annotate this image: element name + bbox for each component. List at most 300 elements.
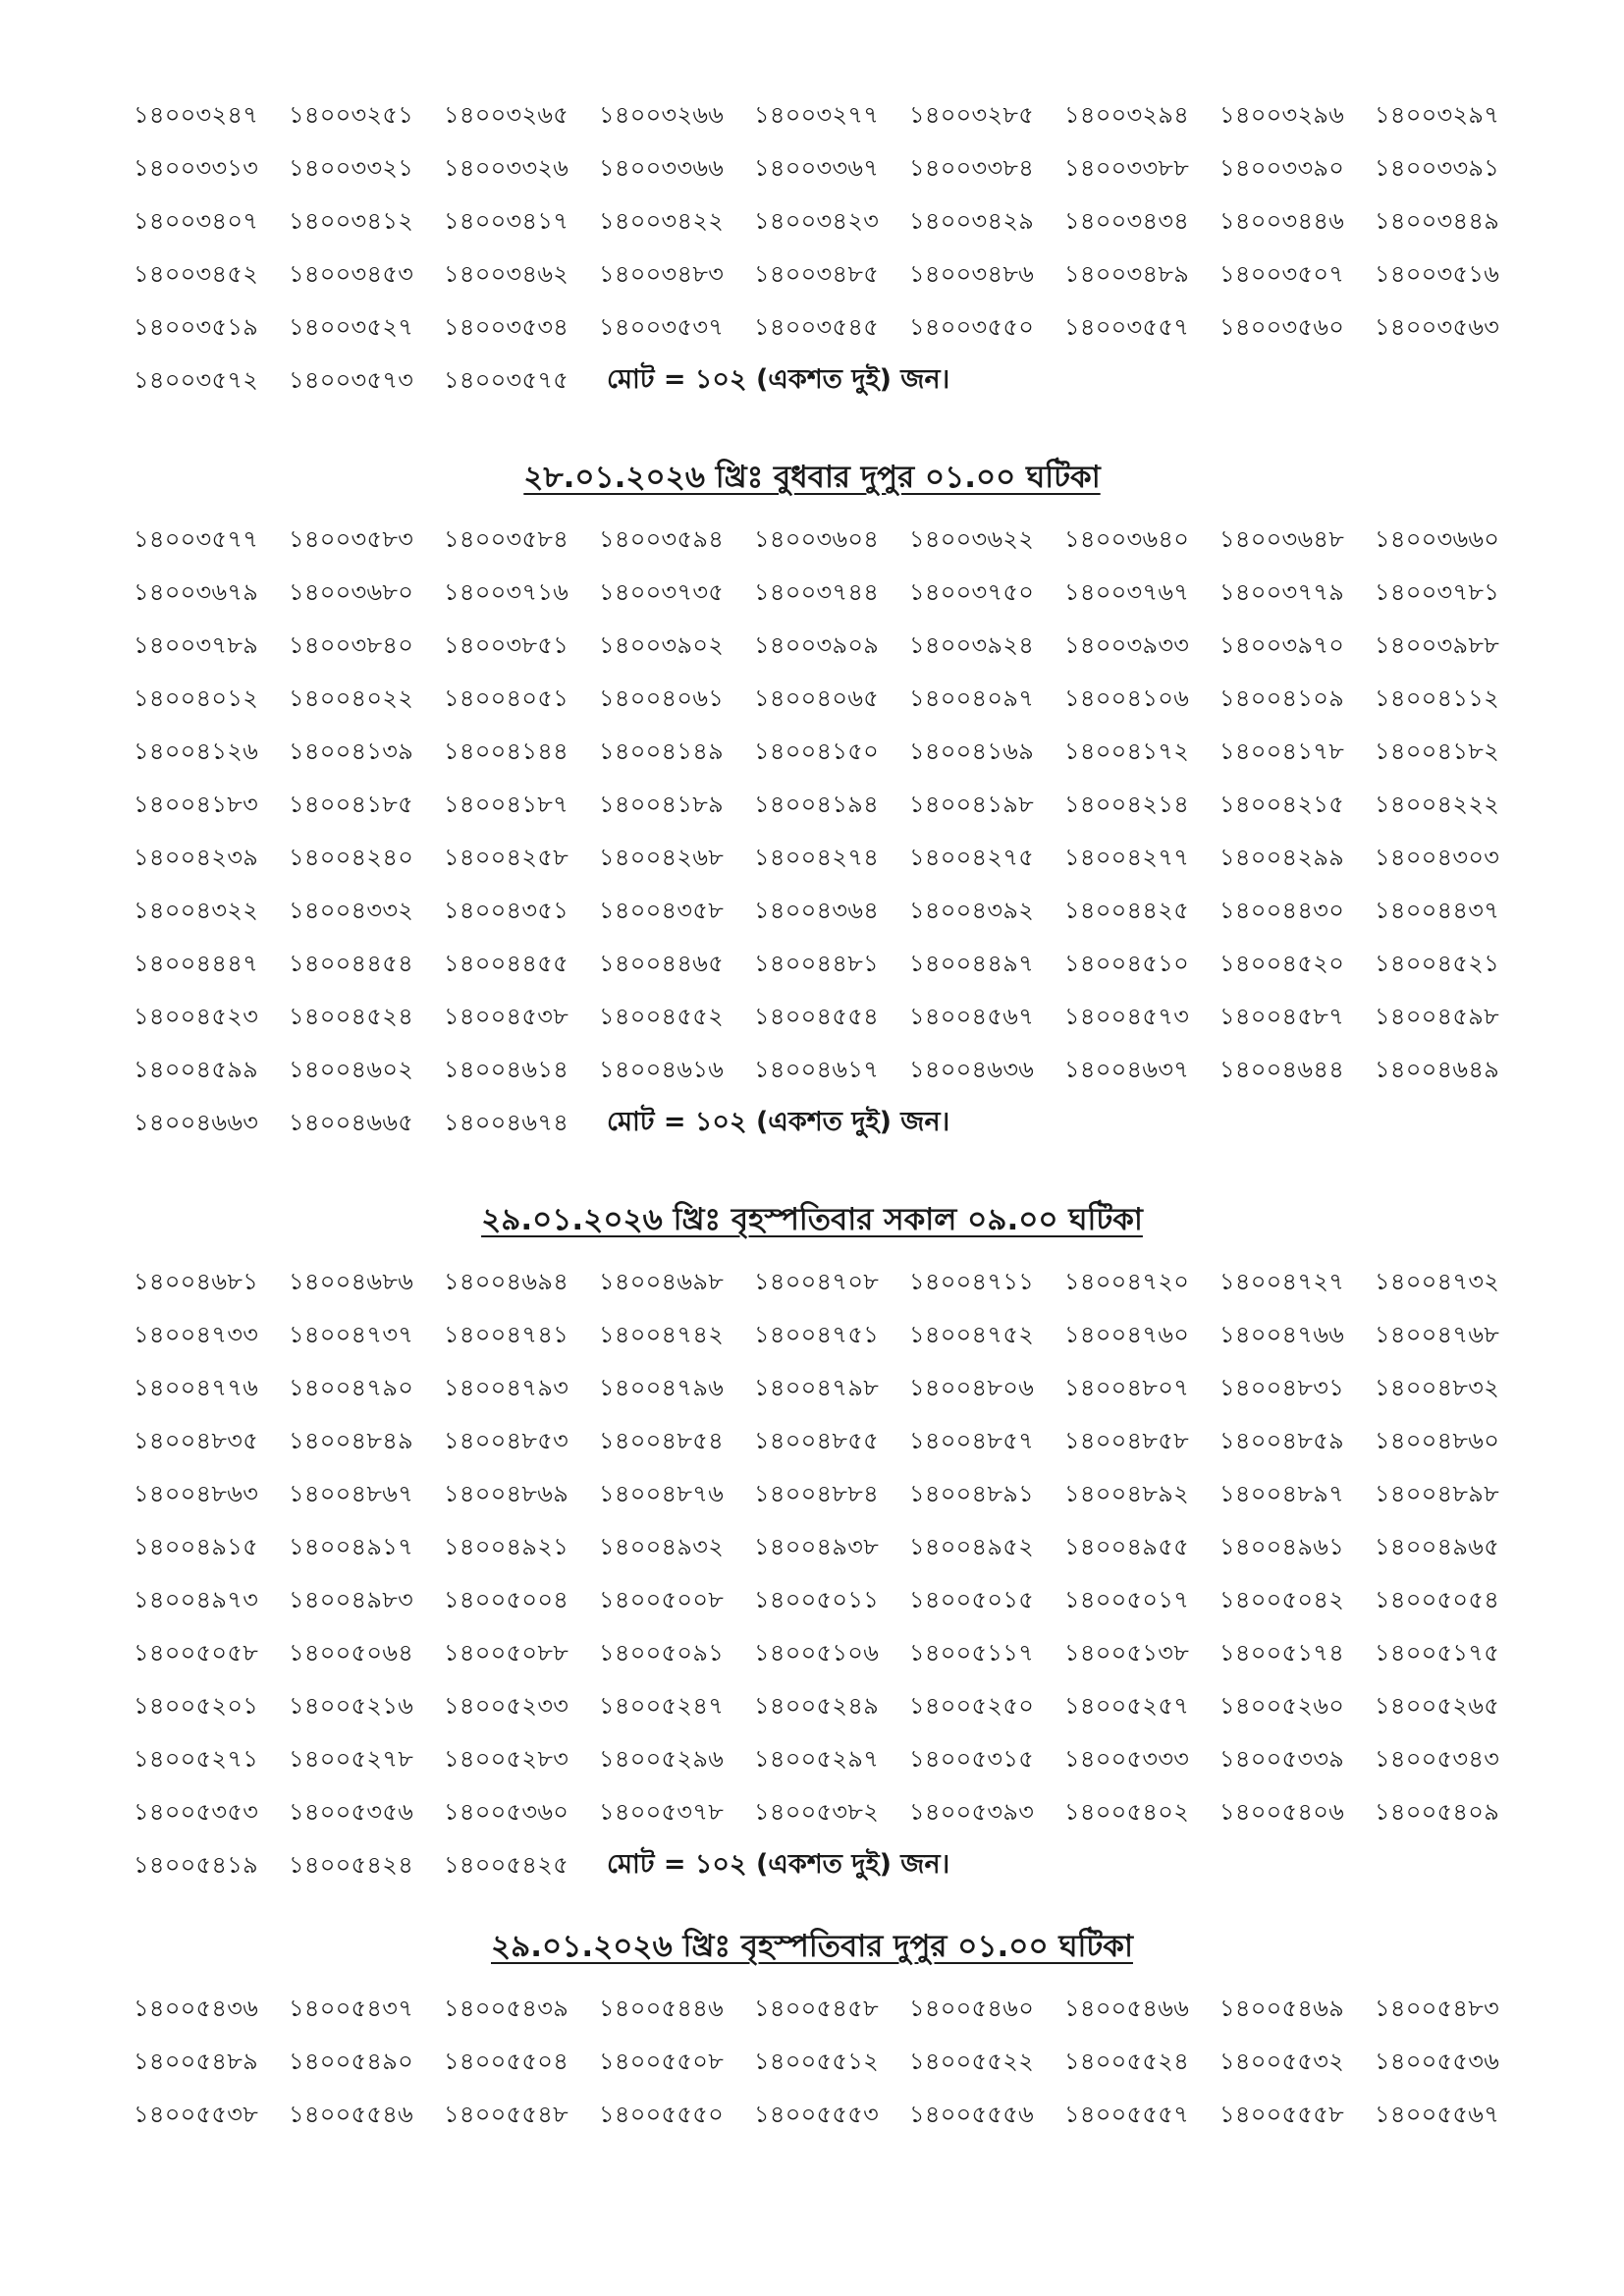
roll-row: [0, 88, 1624, 141]
roll-number: ১৪০০৪৮০৭: [1064, 1374, 1190, 1401]
roll-number: ১৪০০৪৫২৪: [289, 1003, 414, 1030]
roll-number: ১৪০০৪১৪৪: [444, 738, 569, 765]
roll-number: ১৪০০৪২২২: [1375, 791, 1500, 818]
roll-number: ১৪০০৪৮৮৪: [754, 1480, 880, 1507]
roll-number: ১৪০০৫৪৮৩: [1375, 1995, 1500, 2022]
roll-number: ১৪০০৫৪২৪: [289, 1851, 414, 1879]
roll-number: ১৪০০৪১০৯: [1219, 684, 1345, 712]
roll-number: ১৪০০৫৩৬০: [444, 1798, 569, 1826]
roll-number: ১৪০০৩৯৭০: [1219, 631, 1345, 659]
roll-number: ১৪০০৫২৪৭: [599, 1692, 725, 1720]
section-heading-text: ২৮.০১.২০২৬ খ্রিঃ বুধবার দুপুর ০১.০০ ঘটিকা: [523, 460, 1101, 495]
roll-number: ১৪০০৫৩৩৩: [1064, 1745, 1190, 1773]
roll-number: ১৪০০৪৭৯০: [289, 1374, 414, 1401]
roll-number: ১৪০০৪৭২৭: [1219, 1268, 1345, 1295]
roll-number: ১৪০০৩৭৪৪: [754, 578, 880, 606]
roll-row: [0, 513, 1624, 566]
roll-number: ১৪০০৪৫২০: [1219, 950, 1345, 977]
roll-number: ১৪০০৩৬৮০: [289, 578, 414, 606]
roll-number: ১৪০০৪২৯৯: [1219, 844, 1345, 871]
roll-number: ১৪০০৫০০৪: [444, 1586, 569, 1613]
roll-number: ১৪০০৩৪১৭: [444, 207, 569, 235]
roll-number: ১৪০০৪১১২: [1375, 684, 1500, 712]
roll-number: ১৪০০৩৫০৭: [1219, 260, 1345, 288]
roll-number: ১৪০০৪৮৯৮: [1375, 1480, 1500, 1507]
roll-number: ১৪০০৩৯৮৮: [1375, 631, 1500, 659]
roll-number: ১৪০০৩৩২৬: [444, 154, 569, 182]
roll-number: ১৪০০৫২৯৬: [599, 1745, 725, 1773]
roll-number: ১৪০০৫৫৩৬: [1375, 2048, 1500, 2075]
roll-number: ১৪০০৪২৭৪: [754, 844, 880, 871]
roll-number: ১৪০০৪৭৬৬: [1219, 1321, 1345, 1348]
section-heading-text: ২৯.০১.২০২৬ খ্রিঃ বৃহস্পতিবার দুপুর ০১.০০ ঘটিকা: [491, 1929, 1133, 1964]
roll-number: ১৪০০৪৮৬৭: [289, 1480, 414, 1507]
roll-number: ১৪০০৩২৬৫: [444, 101, 569, 129]
roll-number: ১৪০০৩৮৫১: [444, 631, 569, 659]
roll-row: [0, 1308, 1624, 1361]
roll-number: ১৪০০৩৫৩৭: [599, 313, 725, 341]
roll-number: ১৪০০৩৫৭৫: [444, 366, 569, 394]
roll-number: ১৪০০৪৬৮১: [134, 1268, 259, 1295]
roll-number: ১৪০০৩৩২১: [289, 154, 414, 182]
roll-number: ১৪০০৫৪৯০: [289, 2048, 414, 2075]
roll-row: [0, 619, 1624, 672]
roll-number: ১৪০০৪৭৫১: [754, 1321, 880, 1348]
roll-number: ১৪০০৫৪৬৯: [1219, 1995, 1345, 2022]
roll-number: ১৪০০৩৫৩৪: [444, 313, 569, 341]
roll-number: ১৪০০৪৫২৩: [134, 1003, 259, 1030]
roll-number: ১৪০০৩৬৭৯: [134, 578, 259, 606]
roll-number: ১৪০০৩২৯৭: [1375, 101, 1500, 129]
roll-row: [0, 1838, 1624, 1891]
roll-number: ১৪০০৩৭৩৫: [599, 578, 725, 606]
roll-number: ১৪০০৪৪৪৭: [134, 950, 259, 977]
roll-number: ১৪০০৩৬৪৮: [1219, 525, 1345, 553]
roll-row: [0, 1982, 1624, 2035]
roll-number: ১৪০০৩৫৬৩: [1375, 313, 1500, 341]
roll-number: ১৪০০৫৫১২: [754, 2048, 880, 2075]
roll-number: ১৪০০৩৫৬০: [1219, 313, 1345, 341]
roll-number: ১৪০০৫৩৫৬: [289, 1798, 414, 1826]
roll-number: ১৪০০৪৮৫৭: [909, 1427, 1035, 1454]
roll-number: ১৪০০৩৪৮৯: [1064, 260, 1190, 288]
roll-number: ১৪০০৩৬২২: [909, 525, 1035, 553]
roll-number: ১৪০০৩৪৩৪: [1064, 207, 1190, 235]
roll-number: ১৪০০৪৬১৭: [754, 1056, 880, 1083]
roll-number: ১৪০০৫৩৭৮: [599, 1798, 725, 1826]
roll-number: ১৪০০৪৮৫৪: [599, 1427, 725, 1454]
roll-row: [0, 1361, 1624, 1414]
roll-number: ১৪০০৩৫৭৩: [289, 366, 414, 394]
roll-number: ১৪০০৫০৫৪: [1375, 1586, 1500, 1613]
roll-number: ১৪০০৪১৫০: [754, 738, 880, 765]
roll-number: ১৪০০৪৩৫১: [444, 897, 569, 924]
roll-number: ১৪০০৫৩৩৯: [1219, 1745, 1345, 1773]
roll-number: ১৪০০৫৫০৪: [444, 2048, 569, 2075]
roll-number: ১৪০০৪২৭৭: [1064, 844, 1190, 871]
roll-row: [0, 566, 1624, 619]
roll-number: ১৪০০৫৫২২: [909, 2048, 1035, 2075]
roll-number: ১৪০০৩৪১২: [289, 207, 414, 235]
roll-number: ১৪০০৫২৫০: [909, 1692, 1035, 1720]
roll-number: ১৪০০৪৫৬৭: [909, 1003, 1035, 1030]
roll-number: ১৪০০৫০১৫: [909, 1586, 1035, 1613]
roll-number: ১৪০০৩৪৫২: [134, 260, 259, 288]
roll-number: ১৪০০৪৫৯৯: [134, 1056, 259, 1083]
roll-number: ১৪০০৫৪২৫: [444, 1851, 569, 1879]
roll-number: ১৪০০৪৭১১: [909, 1268, 1035, 1295]
roll-number: ১৪০০৫২৬৫: [1375, 1692, 1500, 1720]
roll-number: ১৪০০৪৬৯৪: [444, 1268, 569, 1295]
roll-number: ১৪০০৪৮৬৩: [134, 1480, 259, 1507]
roll-row: [0, 1414, 1624, 1467]
roll-number: ১৪০০৩৫৫০: [909, 313, 1035, 341]
roll-number: ১৪০০৪৮৫৯: [1219, 1427, 1345, 1454]
roll-row: [0, 884, 1624, 937]
roll-number: ১৪০০৩৩৯০: [1219, 154, 1345, 182]
roll-number: ১৪০০৪৭৭৬: [134, 1374, 259, 1401]
roll-number: ১৪০০৫০৬৪: [289, 1639, 414, 1667]
roll-number: ১৪০০৩৯০২: [599, 631, 725, 659]
roll-number: ১৪০০৪৪৬৫: [599, 950, 725, 977]
roll-number: ১৪০০৫৩৮২: [754, 1798, 880, 1826]
roll-number: ১৪০০৩৯২৪: [909, 631, 1035, 659]
roll-number: ১৪০০৪৬১৬: [599, 1056, 725, 1083]
roll-number: ১৪০০৫৫৬৭: [1375, 2101, 1500, 2128]
roll-number: ১৪০০৫১৭৫: [1375, 1639, 1500, 1667]
roll-number: ১৪০০৪৯২১: [444, 1533, 569, 1560]
roll-number: ১৪০০৫০৫৮: [134, 1639, 259, 1667]
roll-number: ১৪০০৪৭২০: [1064, 1268, 1190, 1295]
roll-number: ১৪০০৫২০১: [134, 1692, 259, 1720]
roll-number: ১৪০০৩৩৮৮: [1064, 154, 1190, 182]
roll-number: ১৪০০৪১৯৪: [754, 791, 880, 818]
roll-number: ১৪০০৫৫৫০: [599, 2101, 725, 2128]
roll-number: ১৪০০৫৫৪৮: [444, 2101, 569, 2128]
roll-number: ১৪০০৫৪০৬: [1219, 1798, 1345, 1826]
roll-number: ১৪০০৩৩৮৪: [909, 154, 1035, 182]
roll-number: ১৪০০৪৭৯৮: [754, 1374, 880, 1401]
roll-number-list: [0, 1255, 1624, 1891]
roll-number: ১৪০০৪০৬৫: [754, 684, 880, 712]
roll-number: ১৪০০৪৭৯৩: [444, 1374, 569, 1401]
roll-number: ১৪০০৩৪০৭: [134, 207, 259, 235]
roll-number: ১৪০০৩৪৪৯: [1375, 207, 1500, 235]
roll-number: ১৪০০৫০৯১: [599, 1639, 725, 1667]
roll-number: ১৪০০৪৫৫২: [599, 1003, 725, 1030]
roll-number: ১৪০০৪৮৩১: [1219, 1374, 1345, 1401]
roll-number: ১৪০০৩২৮৫: [909, 101, 1035, 129]
roll-number: ১৪০০৩৫১৬: [1375, 260, 1500, 288]
section-heading: [0, 1927, 1624, 1966]
roll-row: [0, 354, 1624, 407]
roll-number: ১৪০০৪৭৩৭: [289, 1321, 414, 1348]
roll-number: ১৪০০৩২৯৪: [1064, 101, 1190, 129]
roll-number: ১৪০০৫৪৬৬: [1064, 1995, 1190, 2022]
roll-number: ১৪০০৪৮৯১: [909, 1480, 1035, 1507]
roll-number: ১৪০০৪৬৭৪: [444, 1109, 569, 1136]
roll-number: ১৪০০৫৪১৯: [134, 1851, 259, 1879]
roll-number: ১৪০০৪৮০৬: [909, 1374, 1035, 1401]
roll-number: ১৪০০৪২১৪: [1064, 791, 1190, 818]
roll-number: ১৪০০৪২৬৮: [599, 844, 725, 871]
roll-number: ১৪০০৫৪৮৯: [134, 2048, 259, 2075]
roll-row: [0, 672, 1624, 725]
roll-number: ১৪০০৪৫২১: [1375, 950, 1500, 977]
roll-number: ১৪০০৪৯৭৩: [134, 1586, 259, 1613]
roll-number: ১৪০০৪৮৭৬: [599, 1480, 725, 1507]
roll-number: ১৪০০৪৬৬৫: [289, 1109, 414, 1136]
roll-number: ১৪০০৩৫৫৭: [1064, 313, 1190, 341]
roll-number: ১৪০০৫১৩৮: [1064, 1639, 1190, 1667]
roll-number: ১৪০০৪১৮৩: [134, 791, 259, 818]
roll-number: ১৪০০৪৬৪৪: [1219, 1056, 1345, 1083]
roll-number: ১৪০০৩৬০৪: [754, 525, 880, 553]
roll-number: ১৪০০৪৭৪১: [444, 1321, 569, 1348]
roll-row: [0, 141, 1624, 194]
roll-number: ১৪০০৫৫৫৭: [1064, 2101, 1190, 2128]
roll-number: ১৪০০৪৬১৪: [444, 1056, 569, 1083]
roll-number: ১৪০০৫০০৮: [599, 1586, 725, 1613]
roll-number: ১৪০০৪৬৬৩: [134, 1109, 259, 1136]
roll-number: ১৪০০৪৯৮৩: [289, 1586, 414, 1613]
roll-row: [0, 1785, 1624, 1838]
roll-number: ১৪০০৩৪৫৩: [289, 260, 414, 288]
roll-row: [0, 2035, 1624, 2088]
roll-number: ১৪০০৩৩৬৭: [754, 154, 880, 182]
roll-number: ১৪০০৩৪২৯: [909, 207, 1035, 235]
roll-number: ১৪০০৩৪২৩: [754, 207, 880, 235]
roll-number: ১৪০০৪৮৬৯: [444, 1480, 569, 1507]
roll-number: ১৪০০৪৮৪৯: [289, 1427, 414, 1454]
roll-number: ১৪০০৫২৬০: [1219, 1692, 1345, 1720]
roll-number: ১৪০০৩৫৮৩: [289, 525, 414, 553]
roll-number: ১৪০০৫৩৪৩: [1375, 1745, 1500, 1773]
roll-number: ১৪০০৪২৩৯: [134, 844, 259, 871]
roll-number: ১৪০০৩৭৮৯: [134, 631, 259, 659]
roll-number: ১৪০০৫৫৩২: [1219, 2048, 1345, 2075]
roll-number: ১৪০০৪৮৫৫: [754, 1427, 880, 1454]
roll-number: ১৪০০৪৭৩৩: [134, 1321, 259, 1348]
roll-number: ১৪০০৪৪৫৫: [444, 950, 569, 977]
roll-number: ১৪০০৪৩০৩: [1375, 844, 1500, 871]
roll-number: ১৪০০৫১৭৪: [1219, 1639, 1345, 1667]
roll-number: ১৪০০৪১৮৯: [599, 791, 725, 818]
roll-number: ১৪০০৪৬৩৬: [909, 1056, 1035, 1083]
roll-number: ১৪০০৪৯১৫: [134, 1533, 259, 1560]
roll-number: ১৪০০৫২৮৩: [444, 1745, 569, 1773]
roll-number: ১৪০০৫৪০২: [1064, 1798, 1190, 1826]
roll-number: ১৪০০৪৫৮৭: [1219, 1003, 1345, 1030]
roll-number: ১৪০০৩৯০৯: [754, 631, 880, 659]
roll-number: ১৪০০৩৫২৭: [289, 313, 414, 341]
roll-number: ১৪০০৪৬৯৮: [599, 1268, 725, 1295]
roll-number: ১৪০০৪০৯৭: [909, 684, 1035, 712]
roll-number: ১৪০০৩৫৪৫: [754, 313, 880, 341]
roll-row: [0, 1520, 1624, 1573]
roll-number: ১৪০০৪৮৯২: [1064, 1480, 1190, 1507]
roll-number: ১৪০০৩২৯৬: [1219, 101, 1345, 129]
roll-number: ১৪০০৩৫৭৭: [134, 525, 259, 553]
roll-number: ১৪০০৫৫৫৮: [1219, 2101, 1345, 2128]
roll-number: ১৪০০৩২৬৬: [599, 101, 725, 129]
roll-number: ১৪০০৩৮৪০: [289, 631, 414, 659]
roll-number: ১৪০০৪১৩৯: [289, 738, 414, 765]
roll-number: ১৪০০৩৪৪৬: [1219, 207, 1345, 235]
roll-number: ১৪০০৩৬৬০: [1375, 525, 1500, 553]
roll-number: ১৪০০৫৫২৪: [1064, 2048, 1190, 2075]
roll-number: ১৪০০৩৫৭২: [134, 366, 259, 394]
roll-number: ১৪০০৫৪৩৭: [289, 1995, 414, 2022]
roll-number: ১৪০০৪১৮৭: [444, 791, 569, 818]
roll-number: ১৪০০৪২৭৫: [909, 844, 1035, 871]
roll-number: ১৪০০৫৩৯৩: [909, 1798, 1035, 1826]
roll-number: ১৪০০৪৩২২: [134, 897, 259, 924]
roll-number: ১৪০০৪৯৬১: [1219, 1533, 1345, 1560]
roll-number: ১৪০০৪১৭২: [1064, 738, 1190, 765]
roll-number: ১৪০০৪৪৯৭: [909, 950, 1035, 977]
roll-number: ১৪০০৪১২৬: [134, 738, 259, 765]
roll-number: ১৪০০৪৮৩২: [1375, 1374, 1500, 1401]
roll-number: ১৪০০৩৯৩৩: [1064, 631, 1190, 659]
roll-number: ১৪০০৪২৫৮: [444, 844, 569, 871]
roll-number: ১৪০০৫১০৬: [754, 1639, 880, 1667]
roll-row: [0, 1732, 1624, 1785]
roll-number: ১৪০০৪৬৩৭: [1064, 1056, 1190, 1083]
roll-number: ১৪০০৫৪৬০: [909, 1995, 1035, 2022]
roll-number: ১৪০০৩৩৬৬: [599, 154, 725, 182]
roll-number: ১৪০০৩৬৪০: [1064, 525, 1190, 553]
roll-number: ১৪০০৪১০৬: [1064, 684, 1190, 712]
roll-row: [0, 247, 1624, 301]
roll-number: ১৪০০৫২৭৮: [289, 1745, 414, 1773]
section-heading: [0, 1200, 1624, 1239]
roll-number: ১৪০০৩৭১৬: [444, 578, 569, 606]
roll-number: ১৪০০৩৩৯১: [1375, 154, 1500, 182]
roll-number: ১৪০০৪৫৫৪: [754, 1003, 880, 1030]
roll-number: ১৪০০৫২৭১: [134, 1745, 259, 1773]
roll-number: ১৪০০৫৫৫৬: [909, 2101, 1035, 2128]
roll-number: ১৪০০৫৪৫৮: [754, 1995, 880, 2022]
roll-number: ১৪০০৩৪২২: [599, 207, 725, 235]
roll-row: [0, 1096, 1624, 1149]
roll-number: ১৪০০৪২৪০: [289, 844, 414, 871]
roll-row: [0, 990, 1624, 1043]
roll-row: [0, 1255, 1624, 1308]
roll-number: ১৪০০৪৯৫২: [909, 1533, 1035, 1560]
roll-number: ১৪০০৪৯৩৮: [754, 1533, 880, 1560]
roll-number: ১৪০০৪১৬৯: [909, 738, 1035, 765]
roll-number: ১৪০০৩৫১৯: [134, 313, 259, 341]
roll-number: ১৪০০৪৭৫২: [909, 1321, 1035, 1348]
roll-number: ১৪০০৪১৭৮: [1219, 738, 1345, 765]
roll-number: ১৪০০৪৭৯৬: [599, 1374, 725, 1401]
roll-number: ১৪০০৪০৬১: [599, 684, 725, 712]
roll-number: ১৪০০৪৬৮৬: [289, 1268, 414, 1295]
roll-number: ১৪০০৪১৮৫: [289, 791, 414, 818]
roll-number: ১৪০০৩৭৮১: [1375, 578, 1500, 606]
roll-row: [0, 831, 1624, 884]
roll-row: [0, 2088, 1624, 2141]
roll-number: ১৪০০৪৪৩৭: [1375, 897, 1500, 924]
roll-number: ১৪০০৪৩৫৮: [599, 897, 725, 924]
roll-number: ১৪০০৫৫৩৮: [134, 2101, 259, 2128]
roll-number: ১৪০০৫০১৭: [1064, 1586, 1190, 1613]
roll-number: ১৪০০৫৪৩৬: [134, 1995, 259, 2022]
roll-number: ১৪০০৩৭৫০: [909, 578, 1035, 606]
roll-number: ১৪০০৫৪৪৬: [599, 1995, 725, 2022]
roll-number-list: [0, 88, 1624, 407]
roll-number: ১৪০০৫২৩৩: [444, 1692, 569, 1720]
roll-number: ১৪০০৪১৪৯: [599, 738, 725, 765]
roll-number: ১৪০০৪০২২: [289, 684, 414, 712]
roll-number: ১৪০০৪৪২৫: [1064, 897, 1190, 924]
roll-number-list: [0, 513, 1624, 1149]
roll-number: ১৪০০৩৪৬২: [444, 260, 569, 288]
roll-number-list: [0, 1982, 1624, 2141]
roll-number: ১৪০০৫৩১৫: [909, 1745, 1035, 1773]
roll-number: ১৪০০৪৬০২: [289, 1056, 414, 1083]
roll-number: ১৪০০৪৯১৭: [289, 1533, 414, 1560]
roll-number: ১৪০০৩২৫১: [289, 101, 414, 129]
total-count: মোট = ১০২ (একশত দুই) জন।: [607, 1107, 950, 1137]
roll-number: ১৪০০৪৩৩২: [289, 897, 414, 924]
roll-number: ১৪০০৪৭৬৮: [1375, 1321, 1500, 1348]
roll-number: ১৪০০৫৫৫৩: [754, 2101, 880, 2128]
roll-number: ১৪০০৪০৫১: [444, 684, 569, 712]
roll-number: ১৪০০৪৯৬৫: [1375, 1533, 1500, 1560]
roll-number: ১৪০০৪৫১০: [1064, 950, 1190, 977]
roll-number: ১৪০০৩২৭৭: [754, 101, 880, 129]
roll-number: ১৪০০৪৯৫৫: [1064, 1533, 1190, 1560]
roll-number: ১৪০০৪০১২: [134, 684, 259, 712]
roll-row: [0, 1573, 1624, 1626]
roll-number: ১৪০০৪৭৬০: [1064, 1321, 1190, 1348]
roll-number: ১৪০০৪১৮২: [1375, 738, 1500, 765]
roll-row: [0, 1467, 1624, 1520]
roll-number: ১৪০০৪৮৬০: [1375, 1427, 1500, 1454]
section-heading-text: ২৯.০১.২০২৬ খ্রিঃ বৃহস্পতিবার সকাল ০৯.০০ ঘটিকা: [481, 1202, 1143, 1237]
roll-number: ১৪০০৫১১৭: [909, 1639, 1035, 1667]
roll-number: ১৪০০৩৭৭৯: [1219, 578, 1345, 606]
roll-number: ১৪০০৫২৪৯: [754, 1692, 880, 1720]
roll-number: ১৪০০৪৪৮১: [754, 950, 880, 977]
roll-number: ১৪০০৪৮৩৫: [134, 1427, 259, 1454]
roll-number: ১৪০০৪৩৯২: [909, 897, 1035, 924]
roll-row: [0, 1626, 1624, 1679]
roll-number: ১৪০০৩৪৮৫: [754, 260, 880, 288]
roll-row: [0, 1679, 1624, 1732]
roll-number: ১৪০০৫৫৪৬: [289, 2101, 414, 2128]
roll-number: ১৪০০৫০৪২: [1219, 1586, 1345, 1613]
roll-number: ১৪০০৪২১৫: [1219, 791, 1345, 818]
roll-number: ১৪০০৩৩১৩: [134, 154, 259, 182]
roll-number: ১৪০০৪৫৯৮: [1375, 1003, 1500, 1030]
roll-number: ১৪০০৫২১৬: [289, 1692, 414, 1720]
roll-row: [0, 937, 1624, 990]
roll-number: ১৪০০৩৪৮৬: [909, 260, 1035, 288]
roll-number: ১৪০০৪৪৫৪: [289, 950, 414, 977]
roll-number: ১৪০০৩৫৮৪: [444, 525, 569, 553]
roll-row: [0, 725, 1624, 778]
roll-row: [0, 194, 1624, 247]
roll-number: ১৪০০৪৮৫৮: [1064, 1427, 1190, 1454]
roll-number: ১৪০০৫২৫৭: [1064, 1692, 1190, 1720]
roll-number: ১৪০০৪৫৩৮: [444, 1003, 569, 1030]
roll-number: ১৪০০৫৪০৯: [1375, 1798, 1500, 1826]
roll-number: ১৪০০৩৫৯৪: [599, 525, 725, 553]
roll-number: ১৪০০৪৩৬৪: [754, 897, 880, 924]
